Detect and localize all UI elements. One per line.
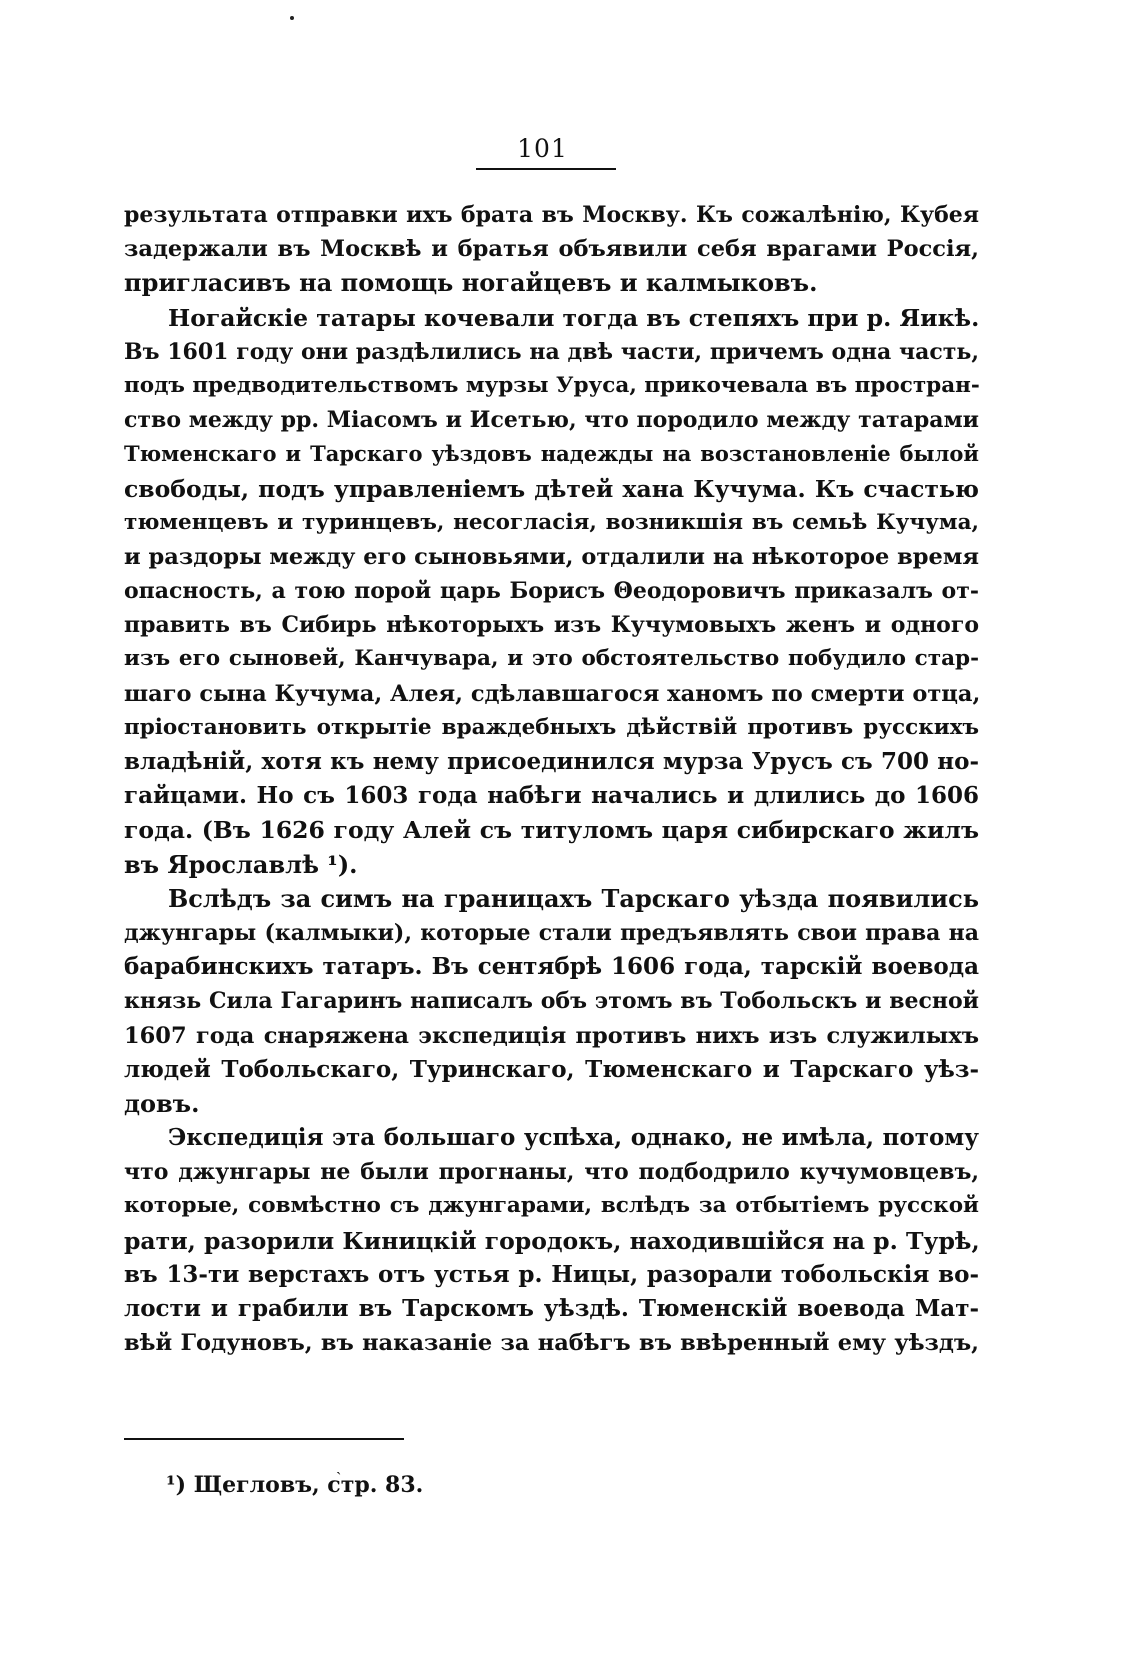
footnote-rule [124, 1438, 404, 1440]
page-number: 101 [517, 134, 568, 163]
text-line: задержали въ Москвѣ и братья объявили себя врагами Россія, [124, 236, 979, 263]
text-line: свободы, подъ управленіемъ дѣтей хана Кучума. Къ счастью [124, 474, 979, 503]
text-line: въ 13-ти верстахъ отъ устья р. Ницы, разорали тобольскія во- [124, 1260, 979, 1288]
print-mark: ˏ [336, 1456, 342, 1475]
text-line: рати, разорили Киницкій городокъ, находившійся на р. Турѣ, [124, 1226, 980, 1255]
text-line: править въ Сибирь нѣкоторыхъ изъ Кучумовыхъ женъ и одного [124, 612, 979, 639]
text-line: лости и грабили въ Тарскомъ уѣздѣ. Тюменскій воевода Мат- [124, 1295, 979, 1322]
text-line: Вслѣдъ за симъ на границахъ Тарскаго уѣзда появились [168, 883, 979, 913]
text-line: тюменцевъ и туринцевъ, несогласія, возникшія въ семьѣ Кучума, [124, 509, 979, 535]
text-line: 1607 года снаряжена экспедиція противъ нихъ изъ служилыхъ [124, 1022, 979, 1049]
text-line: пригласивъ на помощь ногайцевъ и калмыковъ. [124, 268, 818, 298]
text-line: гайцами. Но съ 1603 года набѣги начались и длились до 1606 [124, 782, 979, 810]
print-speck [290, 16, 294, 20]
text-line: князь Сила Гагаринъ написалъ объ этомъ въ Тобольскъ и весной [124, 988, 979, 1015]
text-line: года. (Въ 1626 году Алей съ титуломъ царя сибирскаго жилъ [124, 816, 979, 845]
text-line: результата отправки ихъ брата въ Москву. Къ сожалѣнію, Кубея [124, 202, 979, 228]
text-line: Экспедиція эта большаго успѣха, однако, не имѣла, потому [168, 1124, 979, 1152]
text-line: вѣй Годуновъ, въ наказаніе за набѣгъ въ ввѣренный ему уѣздъ, [124, 1330, 979, 1357]
footnote: ¹) Щегловъ, стр. 83. [166, 1472, 424, 1498]
text-line: довъ. [124, 1088, 200, 1118]
body-text [124, 198, 979, 1360]
text-line: пріостановить открытіе враждебныхъ дѣйствій противъ русскихъ [124, 714, 979, 740]
text-line: въ Ярославлѣ ¹). [124, 849, 358, 879]
text-line: людей Тобольскаго, Туринскаго, Тюменскаго и Тарскаго уѣз- [124, 1055, 979, 1083]
text-line: шаго сына Кучума, Алея, сдѣлавшагося ханомъ по смерти отца, [124, 680, 981, 707]
text-line: джунгары (калмыки), которые стали предъявлять свои права на [124, 919, 979, 946]
text-line: изъ его сыновей, Канчувара, и это обстоятельство побудило стар- [124, 646, 979, 672]
text-line: ство между рр. Міасомъ и Исетью, что породило между татарами [124, 407, 979, 434]
text-line: подъ предводительствомъ мурзы Уруса, прикочевала въ простран- [124, 372, 980, 398]
text-line: владѣній, хотя къ нему присоединился мурза Урусъ съ 700 но- [124, 748, 979, 775]
page-number-rule [476, 168, 616, 170]
text-line: что джунгары не были прогнаны, что подбодрило кучумовцевъ, [124, 1159, 979, 1186]
text-line: и раздоры между его сыновьями, отдалили на нѣкоторое время [124, 543, 979, 570]
text-line: Въ 1601 году они раздѣлились на двѣ части, причемъ одна часть, [124, 338, 979, 365]
text-line: барабинскихъ татаръ. Въ сентябрѣ 1606 года, тарскій воевода [124, 953, 979, 981]
text-line: опасность, а тою порой царь Борисъ Θеодоровичъ приказалъ от- [124, 578, 979, 605]
text-line: Ногайскіе татары кочевали тогда въ степяхъ при р. Яикѣ. [168, 303, 980, 332]
text-line: которые, совмѣстно съ джунгарами, вслѣдъ за отбытіемъ русской [124, 1193, 979, 1219]
text-line: Тюменскаго и Тарскаго уѣздовъ надежды на возстановленіе былой [124, 441, 979, 467]
